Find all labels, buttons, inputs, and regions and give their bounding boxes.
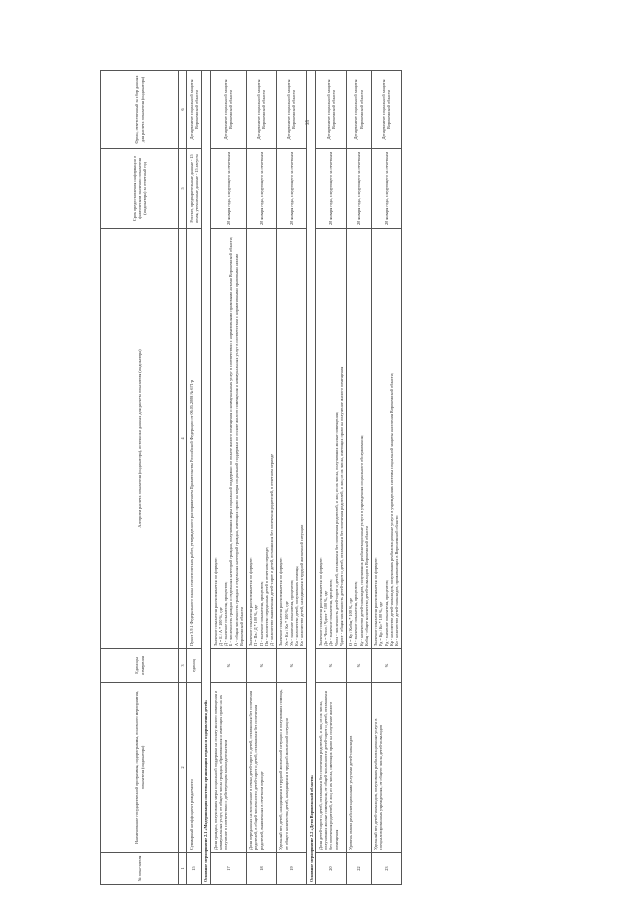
row-algo: Значение показателя рассчитывается по формуле: Д = Б / А * 100 %, где Д - значение показателя, процентов; Б - численность граждан и отдельных категорий граждан, получивших меры социальной поддержки по оплате жилого помещения и коммунальных услуг в соответствии с нормативными правовыми актами Воронежской области; А - общая численность граждан и отдельных категорий граждан, имеющих право на меры социальной поддержки по оплате жилого помещения и коммунальных услуг в соответствии с нормативными правовыми актами Воронежской области <box>211 229 247 649</box>
row-resp: Департамент социальной защиты Воронежской области <box>371 71 401 149</box>
row-unit: единиц <box>187 649 202 683</box>
section-title: Основное мероприятие 2.2 «Дети Воронежской области» <box>307 71 316 885</box>
row-unit: % <box>246 649 276 683</box>
row-resp: Департамент социальной защиты Воронежской области <box>276 71 306 149</box>
row-name: Доля детей-сирот и детей, оставшихся без попечения родителей, и лиц из их числа, получивших жилые помещения, от общей численности детей-сирот и детей, оставшихся без попечения родителей, и лиц из их числа, имеющих право на получение жилого помещения <box>316 683 346 853</box>
row-term: 20 января года, следующего за отчетным <box>316 149 346 229</box>
row-num: 15 <box>187 853 202 885</box>
row-algo: Значение показателя рассчитывается по формуле: Ув = Кн / Кв * 100 %, где Ув - значение показателя, процентов; Кн - количество детей, получивших помощь; Кв - количество детей, находящихся в трудной жизненной ситуации <box>276 229 306 649</box>
row-name: Доля граждан, получивших меры социальной поддержки на оплату жилого помещения и коммунальных услуг, от общего числа граждан, обратившихся и имеющих право на их получение в соответствии с действующим законодательством <box>211 683 247 853</box>
colnum-3: 3 <box>179 649 187 683</box>
row-name: Уровень охвата реабилитационными услугами детей-инвалидов <box>346 683 371 853</box>
row-num: 17 <box>211 853 247 885</box>
row-unit: % <box>211 649 247 683</box>
section-title: Основное мероприятие 2.1 «Модернизация системы организации отдыха и оздоровления детей» <box>201 71 210 885</box>
header-unit: Единицы измерения <box>101 649 179 683</box>
row-unit: % <box>371 649 401 683</box>
colnum-5: 5 <box>179 149 187 229</box>
row-num: 22 <box>346 853 371 885</box>
colnum-6: 6 <box>179 71 187 149</box>
row-term: 20 января года, следующего за отчетным <box>346 149 371 229</box>
header-num: № пока-зателя <box>101 853 179 885</box>
row-algo: Значение показателя рассчитывается по формуле: Дп = Чпол / Чдост * 100 %, где Дп - значение показателя, процентов; Чпол - численность детей-сирот и детей, оставшихся без попечения родителей, и лиц из их числа, получивших жилые помещения; Чдост - общая численность детей-сирот и детей, оставшихся без попечения родителей, и лиц из их числа, имеющих право на получение жилого помещения <box>316 229 346 649</box>
row-unit: % <box>276 649 306 683</box>
colnum-2: 2 <box>179 683 187 853</box>
row-resp: Департамент социальной защиты Воронежской области <box>211 71 247 149</box>
indicator-table <box>100 70 402 885</box>
row-name: Удельный вес детей, находящихся в трудной жизненной ситуации и получивших помощь, от общего количества детей, находящихся в трудной жизненной ситуации <box>276 683 306 853</box>
row-algo: Значение показателя рассчитывается по формуле: П = Пв / Д * 100 %, где П - значение показателя, процентов; Пв - количество переданных детей в отчетном периоде; Д - количество выявленных детей-сирот и детей, оставшихся без попечения родителей, в отчетном периоде <box>246 229 276 649</box>
row-term: 20 января года, следующего за отчетным <box>211 149 247 229</box>
row-num: 19 <box>276 853 306 885</box>
row-num: 18 <box>246 853 276 885</box>
row-resp: Департамент социальной защиты Воронежской области <box>187 71 202 149</box>
row-name: Суммарный коэффициент рождаемости <box>187 683 202 853</box>
row-algo: Значение показателя рассчитывается по формуле: Рд = Кр / Ко * 100 %, где Рд - значение показателя, процентов; Кр - количество детей-инвалидов, получивших реабилитационные услуги в учреждениях системы социальной защиты населения Воронежской области; Ко - количество детей-инвалидов, проживающих в Воронежской области <box>371 229 401 649</box>
colnum-1: 1 <box>179 853 187 885</box>
row-resp: Департамент социальной защиты Воронежской области <box>246 71 276 149</box>
row-term: 20 января года, следующего за отчетным <box>371 149 401 229</box>
row-algo: Пункт 3.9.1 Федерального плана статистических работ, утвержденного распоряжением Правительства Российской Федерации от 06.05.2008 № 671-р <box>187 229 202 649</box>
row-term: 20 января года, следующего за отчетным <box>276 149 306 229</box>
row-resp: Департамент социальной защиты Воронежской области <box>316 71 346 149</box>
row-algo: О = Ку / Кобщ * 100 %, где О - значение показателя, процентов; Ку - количество детей-инвалидов, получивших реабилитационные услуги в учреждениях социального обслуживания; Кобщ - общее количество детей-инвалидов в Воронежской области <box>346 229 371 649</box>
header-algo: Алгоритм расчета показателя (индикатора), источники данных для расчета показателя (индикатора) <box>101 229 179 649</box>
header-resp: Орган, ответственный за сбор данных для расчета показателя (индикатора) <box>101 71 179 149</box>
header-name: Наименование государственной программы, подпрограммы, основного мероприятия, показателя (индикатора) <box>101 683 179 853</box>
row-num: 20 <box>316 853 346 885</box>
indicator-table-sheet <box>100 71 620 885</box>
row-unit: % <box>316 649 346 683</box>
row-resp: Департамент социальной защиты Воронежской области <box>346 71 371 149</box>
header-term: Срок предоставления информации о фактическом значении показателя (индикатора) за отчетный год <box>101 149 179 229</box>
row-name: Доля переданных на воспитание в семьи детей-сирот и детей, оставшихся без попечения родителей, в общей численности детей-сирот и детей, оставшихся без попечения родителей, выявленных в отчетном периоде <box>246 683 276 853</box>
row-name: Удельный вес детей-инвалидов, получивших реабилитационные услуги в специализированных учреждениях, от общего числа детей-инвалидов <box>371 683 401 853</box>
row-term: 20 января года, следующего за отчетным <box>246 149 276 229</box>
page-number: 35 <box>306 120 311 125</box>
row-num: 23 <box>371 853 401 885</box>
row-term: Росстат, предварительные данные - 15 июля, уточненные данные - 15 августа <box>187 149 202 229</box>
colnum-4: 4 <box>179 229 187 649</box>
row-unit: % <box>346 649 371 683</box>
